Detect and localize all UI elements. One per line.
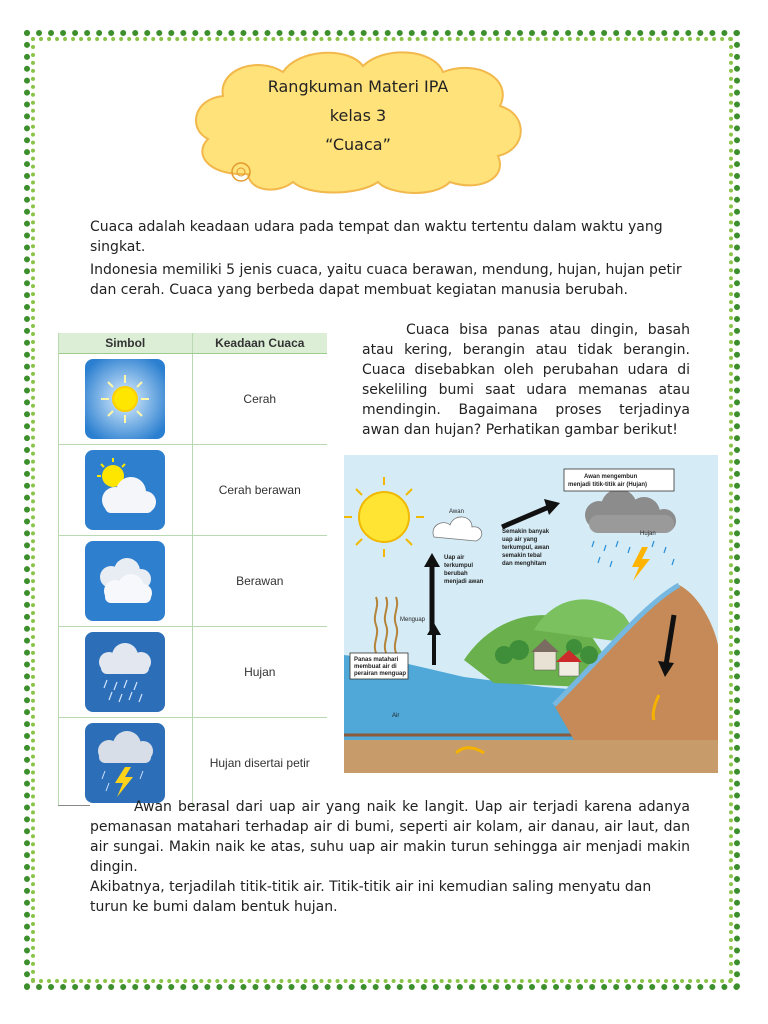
label-panas-1: Panas matahari [354, 657, 399, 663]
row-label: Hujan disertai petir [192, 718, 328, 808]
row-label: Berawan [192, 536, 328, 626]
label-awan: Awan [449, 509, 464, 515]
label-uap-air-3: berubah [444, 571, 468, 577]
label-mengembun-2: menjadi titik-titik air (Hujan) [568, 482, 648, 488]
sun-cloud-icon [85, 450, 165, 530]
title-line-1: Rangkuman Materi IPA [267, 77, 449, 96]
table-bottom-line [58, 805, 90, 806]
paragraph-cloud-origin: Awan berasal dari uap air yang naik ke langit. Uap air terjadi karena adanya pemanasan matahari terhadap air di bumi, seperti air kolam, air danau, air laut, dan air sungai. Makin naik ke atas, suhu uap air makin turun sehingga air menjadi makin dingin. [90, 799, 690, 875]
paragraph-types: Indonesia memiliki 5 jenis cuaca, yaitu cuaca berawan, mendung, hujan, hujan petir dan cerah. Cuaca yang berbeda dapat membuat kegiatan manusia berubah. [90, 262, 682, 298]
title-line-2: kelas 3 [329, 106, 387, 125]
label-menguap: Menguap [400, 617, 426, 623]
label-semakin-2: uap air yang [502, 537, 538, 543]
label-mengembun-1: Awan mengembun [584, 474, 638, 480]
paragraph-causes: Cuaca bisa panas atau dingin, basah atau kering, berangin atau tidak berangin. Cuaca disebabkan oleh perubahan udara di sekeliling bumi saat udara memanas atau mendingin. Bagaimana proses terjadinya awan dan hujan? Perhatikan gambar berikut! [362, 322, 690, 438]
label-uap-air-4: menjadi awan [444, 579, 484, 585]
label-semakin-1: Semakin banyak [502, 529, 550, 535]
row-label: Cerah [192, 354, 328, 444]
cloud-icon [85, 541, 165, 621]
thunderstorm-icon [85, 723, 165, 803]
header-keadaan-cuaca: Keadaan Cuaca [192, 333, 328, 353]
paragraph-rain: Akibatnya, terjadilah titik-titik air. Titik-titik air ini kemudian saling menyatu dan turun ke bumi dalam bentuk hujan. [90, 879, 652, 915]
label-semakin-3: terkumpul, awan [502, 545, 550, 551]
label-panas-2: membuat air di [354, 664, 397, 670]
page-title [188, 72, 528, 159]
header-simbol: Simbol [105, 336, 146, 350]
label-panas-3: perairan menguap [354, 671, 407, 677]
table-row [59, 718, 327, 808]
paragraph-definition: Cuaca adalah keadaan udara pada tempat dan waktu tertentu dalam waktu yang singkat. [90, 219, 663, 255]
row-label: Hujan [192, 627, 328, 717]
label-uap-air-1: Uap air [444, 555, 465, 561]
water-cycle-diagram [344, 455, 718, 773]
label-hujan: Hujan [640, 531, 656, 537]
table-row [59, 354, 327, 445]
rain-icon [85, 632, 165, 712]
weather-symbol-table [58, 333, 327, 805]
sun-icon [85, 359, 165, 439]
table-row [59, 627, 327, 718]
label-semakin-4: semakin tebal [502, 553, 542, 559]
label-semakin-5: dan menghitam [502, 561, 547, 567]
table-row [59, 536, 327, 627]
title-line-3: “Cuaca” [325, 135, 391, 154]
label-air: Air [392, 713, 400, 719]
row-label: Cerah berawan [192, 445, 328, 535]
table-row [59, 445, 327, 536]
label-uap-air-2: terkumpul [444, 563, 474, 569]
title-cloud [188, 44, 528, 194]
table-header [59, 333, 327, 354]
